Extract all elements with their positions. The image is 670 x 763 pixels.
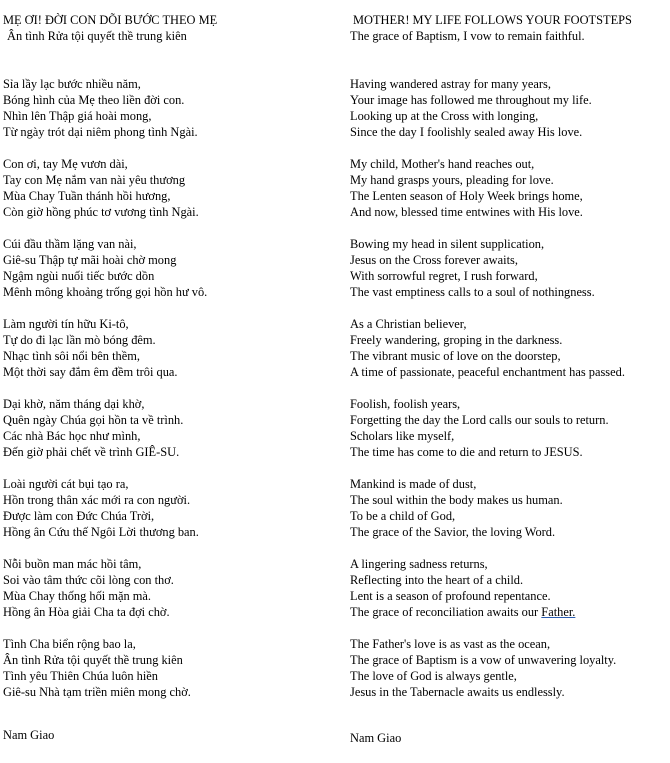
poem-line: Nhạc tình sôi nổi bên thềm,: [3, 349, 140, 363]
poem-line: Bóng hình của Mẹ theo liền đời con.: [3, 93, 185, 107]
poem-line: To be a child of God,: [350, 509, 456, 523]
underlined-word: Father.: [541, 605, 576, 619]
poem-title: MẸ ƠI! ĐỜI CON DÕI BƯỚC THEO MẸ: [3, 13, 218, 27]
stanza: [350, 636, 666, 700]
poem-line: Nhìn lên Thập giá hoài mong,: [3, 109, 152, 123]
poem-line: Một thời say đắm êm đềm trôi qua.: [3, 365, 178, 379]
poem-line: Foolish, foolish years,: [350, 397, 461, 411]
stanza: [350, 476, 666, 540]
poem-line: Mùa Chay Tuần thánh hồi hương,: [3, 189, 171, 203]
stanza: [350, 236, 666, 300]
poem-line: Loài người cát bụi tạo ra,: [3, 477, 129, 491]
poem-line: The love of God is always gentle,: [350, 669, 517, 683]
poem-title: MOTHER! MY LIFE FOLLOWS YOUR FOOTSTEPS: [353, 13, 632, 27]
poem-line: Hồng ân Cứu thế Ngôi Lời thương ban.: [3, 525, 199, 539]
stanza: [350, 556, 666, 620]
poem-line: Mênh mông khoảng trống gọi hồn hư vô.: [3, 285, 208, 299]
poem-line: Bowing my head in silent supplication,: [350, 237, 545, 251]
poem-line: [350, 604, 666, 620]
poem-line: Các nhà Bác học như mình,: [3, 429, 141, 443]
poem-line: The grace of Baptism is a vow of unwavering loyalty.: [350, 653, 617, 667]
poem-line: Freely wandering, groping in the darkness.: [350, 333, 563, 347]
stanza: [3, 556, 333, 620]
stanza: [350, 156, 666, 220]
poem-line: Scholars like myself,: [350, 429, 455, 443]
stanza: [3, 316, 333, 380]
stanza-list: [350, 76, 666, 700]
poem-line: Mankind is made of dust,: [350, 477, 477, 491]
poem-line: Your image has followed me throughout my life.: [350, 93, 592, 107]
poem-subtitle: The grace of Baptism, I vow to remain faithful.: [350, 29, 585, 43]
poem-line: A lingering sadness returns,: [350, 557, 488, 571]
stanza: [350, 396, 666, 460]
poem-line: The Father's love is as vast as the ocean,: [350, 637, 551, 651]
poem-line: Having wandered astray for many years,: [350, 77, 551, 91]
stanza: [3, 636, 333, 700]
poem-line: Làm người tín hữu Ki-tô,: [3, 317, 129, 331]
poem-line: Dại khờ, năm tháng dại khờ,: [3, 397, 145, 411]
poem-line: Tự do đi lạc lần mò bóng đêm.: [3, 333, 156, 347]
poem-line: Tình yêu Thiên Chúa luôn hiền: [3, 669, 158, 683]
poem-line: The time has come to die and return to JESUS.: [350, 445, 583, 459]
poem-line: The soul within the body makes us human.: [350, 493, 563, 507]
poem-line: Từ ngày trót dại niêm phong tình Ngài.: [3, 125, 198, 139]
stanza-list: [3, 76, 333, 700]
author-name: Nam Giao: [3, 728, 55, 742]
poem-line: The vast emptiness calls to a soul of nothingness.: [350, 285, 595, 299]
poem-line: Quên ngày Chúa gọi hồn ta về trình.: [3, 413, 184, 427]
author-name: Nam Giao: [350, 731, 402, 745]
poem-line: Còn giờ hồng phúc tơ vương tình Ngài.: [3, 205, 199, 219]
poem-subtitle: Ân tình Rửa tội quyết thề trung kiên: [7, 29, 187, 43]
stanza: [3, 476, 333, 540]
poem-line: The grace of the Savior, the loving Word.: [350, 525, 556, 539]
vietnamese-poem: [3, 12, 333, 700]
poem-line: Since the day I foolishly sealed away His love.: [350, 125, 583, 139]
poem-line: Tay con Mẹ nắm van nài yêu thương: [3, 173, 186, 187]
poem-line: Hồng ân Hòa giải Cha ta đợi chờ.: [3, 605, 170, 619]
poem-line: The vibrant music of love on the doorstep,: [350, 349, 561, 363]
poem-line: Ân tình Rửa tội quyết thề trung kiên: [3, 653, 183, 667]
poem-line: Được làm con Đức Chúa Trời,: [3, 509, 155, 523]
poem-line: Đến giờ phải chết về trình GIÊ-SU.: [3, 445, 180, 459]
poem-line: Ngậm ngùi nuối tiếc bước dồn: [3, 269, 155, 283]
english-poem: [350, 12, 666, 700]
poem-line: With sorrowful regret, I rush forward,: [350, 269, 538, 283]
poem-line: Sỉa lầy lạc bước nhiều năm,: [3, 77, 141, 91]
stanza: [350, 316, 666, 380]
poem-line: A time of passionate, peaceful enchantment has passed.: [350, 365, 625, 379]
poem-line-text: The grace of reconciliation awaits our: [350, 605, 539, 619]
poem-line: Hồn trong thân xác mới ra con người.: [3, 493, 191, 507]
poem-line: Forgetting the day the Lord calls our souls to return.: [350, 413, 609, 427]
poem-line: Reflecting into the heart of a child.: [350, 573, 524, 587]
poem-line: Soi vào tâm thức cõi lòng con thơ.: [3, 573, 174, 587]
poem-line: Tình Cha biển rộng bao la,: [3, 637, 136, 651]
poem-line: Giê-su Thập tự mãi hoài chờ mong: [3, 253, 177, 267]
poem-line: Lent is a season of profound repentance.: [350, 589, 551, 603]
poem-line: Jesus in the Tabernacle awaits us endlessly.: [350, 685, 565, 699]
poem-line: Mùa Chay thống hối mặn mà.: [3, 589, 151, 603]
stanza: [350, 76, 666, 140]
stanza: [3, 396, 333, 460]
poem-line: And now, blessed time entwines with His love.: [350, 205, 583, 219]
poem-line: The Lenten season of Holy Week brings home,: [350, 189, 583, 203]
poem-line: My child, Mother's hand reaches out,: [350, 157, 535, 171]
poem-line: Giê-su Nhà tạm triền miên mong chờ.: [3, 685, 191, 699]
poem-line: Con ơi, tay Mẹ vươn dài,: [3, 157, 128, 171]
stanza: [3, 76, 333, 140]
poem-line: Cúi đầu thầm lặng van nài,: [3, 237, 137, 251]
poem-line: My hand grasps yours, pleading for love.: [350, 173, 554, 187]
stanza: [3, 156, 333, 220]
poem-line: As a Christian believer,: [350, 317, 467, 331]
stanza: [3, 236, 333, 300]
poem-line: Nỗi buồn man mác hồi tâm,: [3, 557, 142, 571]
poem-line: Looking up at the Cross with longing,: [350, 109, 539, 123]
poem-line: Jesus on the Cross forever awaits,: [350, 253, 518, 267]
